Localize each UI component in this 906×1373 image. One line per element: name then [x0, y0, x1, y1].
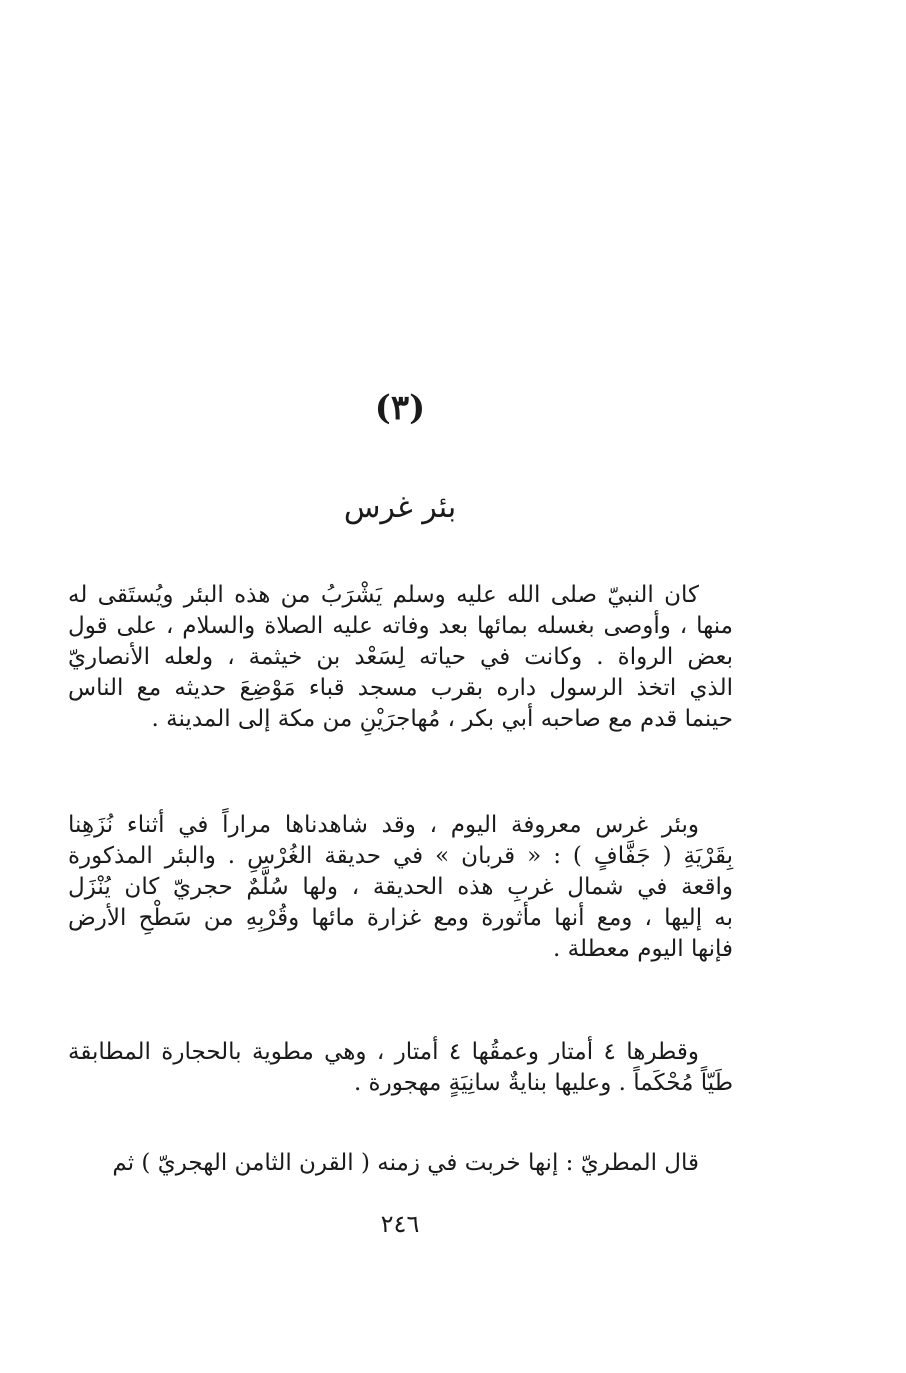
text-line: كان النبيّ صلى الله عليه وسلم يَشْرَبُ من هذه البئر ويُستَقى له	[68, 582, 699, 608]
text-line: وبئر غرس معروفة اليوم ، وقد شاهدناها مراراً في أثناء نُزَهِنا	[68, 812, 699, 838]
chapter-title: بئر غرس	[343, 490, 457, 525]
text-line: بعض الرواة . وكانت في حياته لِسَعْد بن خيثمة ، ولعله الأنصاريّ	[68, 644, 733, 670]
paragraph-2	[68, 810, 733, 965]
text-line: وقطرها ٤ أمتار وعمقُها ٤ أمتار ، وهي مطوية بالحجارة المطابقة	[68, 1039, 699, 1065]
paragraph-4	[68, 1148, 733, 1179]
chapter-number: (٣)	[374, 388, 426, 428]
page-number: ٢٤٦	[380, 1210, 420, 1238]
text-line: فإنها اليوم معطلة .	[553, 936, 733, 962]
text-line: واقعة في شمال غربِ هذه الحديقة ، ولها سُلَّمٌ حجريّ كان يُنْزَل	[68, 874, 733, 900]
paragraph-3	[68, 1037, 733, 1099]
text-line: بِقَرْيَةِ ( جَفَّافٍ ) : « قربان » في حديقة الغُرْسِ . والبئر المذكورة	[68, 843, 733, 869]
text-line: حينما قدم مع صاحبه أبي بكر ، مُهاجرَيْنِ من مكة إلى المدينة .	[151, 706, 733, 732]
text-line: طَيّاً مُحْكَماً . وعليها بنايةٌ سانِيَةٍ مهجورة .	[353, 1070, 733, 1096]
text-line: قال المطريّ : إنها خربت في زمنه ( القرن الثامن الهجريّ ) ثم	[112, 1150, 699, 1176]
text-line: منها ، وأوصى بغسله بمائها بعد وفاته عليه الصلاة والسلام ، على قول	[68, 613, 733, 639]
text-line: الذي اتخذ الرسول داره بقرب مسجد قباء مَوْضِعَ حديثه مع الناس	[68, 675, 733, 701]
paragraph-1	[68, 580, 733, 735]
text-line: به إليها ، ومع أنها مأثورة ومع غزارة مائها وقُرْبِهِ من سَطْحِ الأرض	[68, 905, 733, 931]
